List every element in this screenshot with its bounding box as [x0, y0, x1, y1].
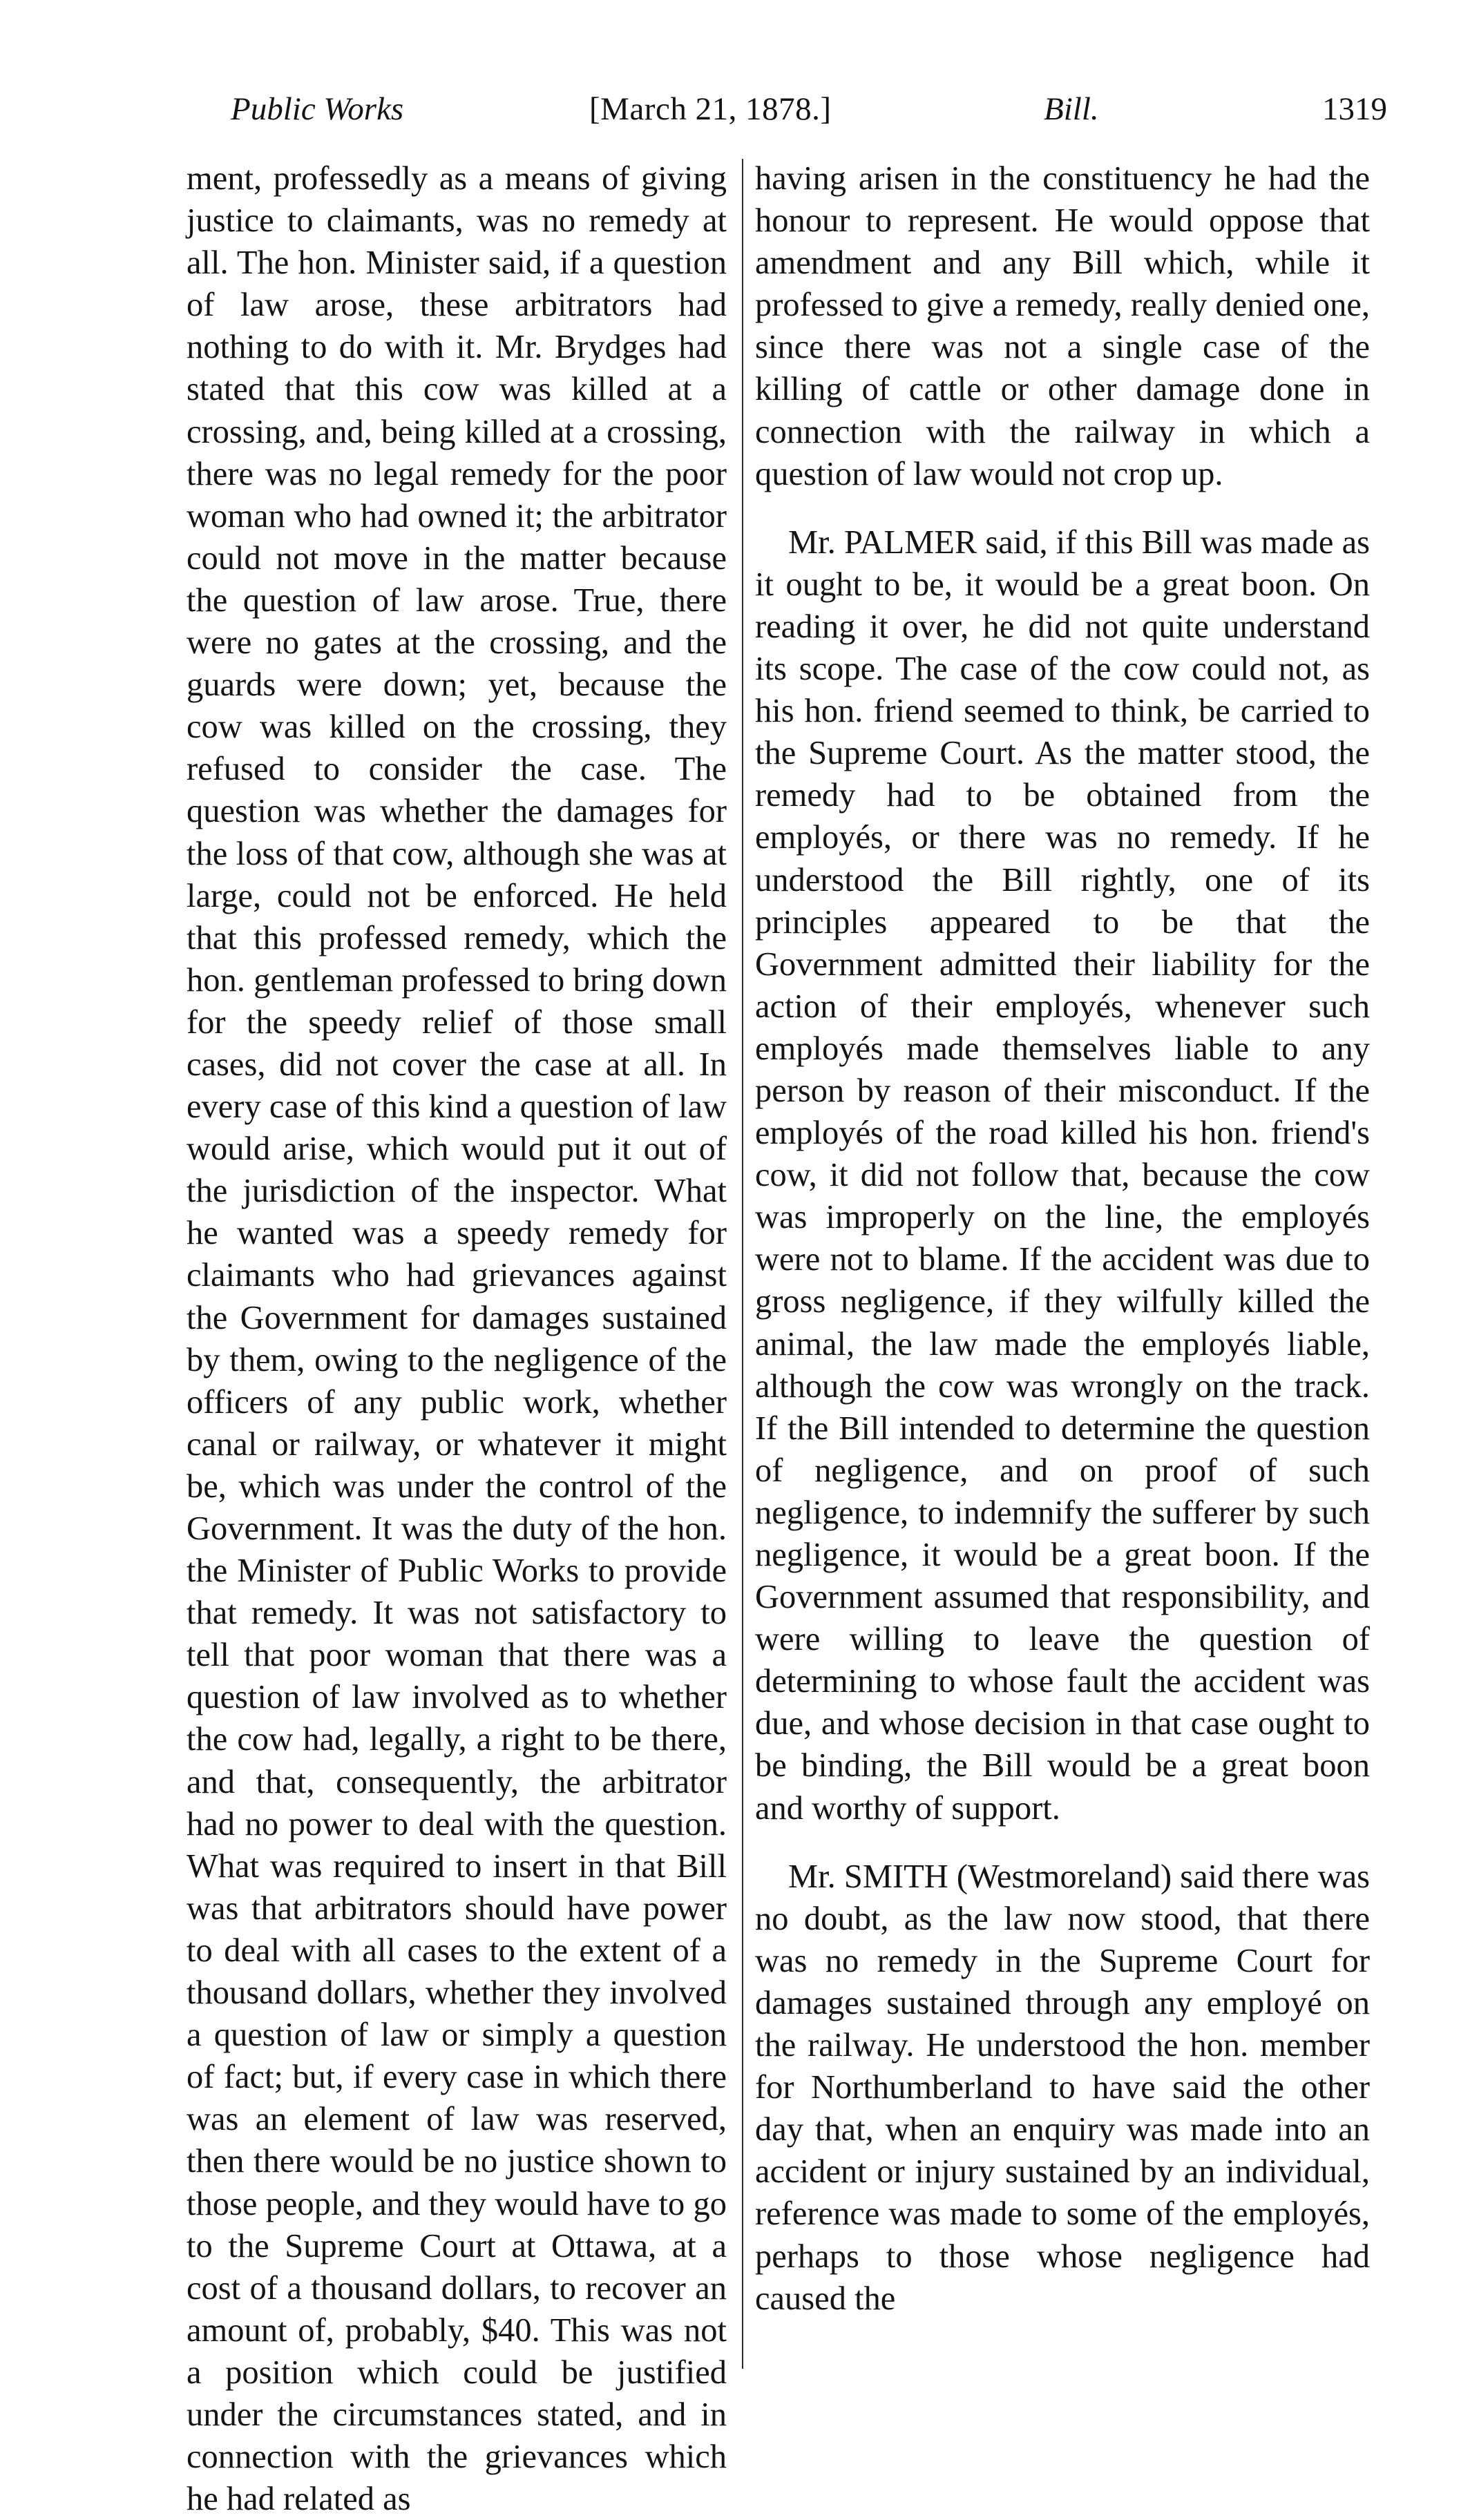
right-paragraph-2: Mr. PALMER said, if this Bill was made as it ought to be, it would be a great boon. On reading it over, he did not quite understand its scope. The case of the cow could not, as his hon. friend seemed to think, be carried to the Supreme Court. As the matter stood, the remedy had to be obtained from the employés, or there was no remedy. If he understood the Bill rightly, one of its principles appeared to be that the Government admitted their liability for the action of their employés, whenever such employés made themselves liable to any person by reason of their misconduct. If the employés of the road killed his hon. friend's cow, it did not follow that, because the cow was improperly on the line, the employés were not to blame. If the accident was due to gross negligence, if they wilfully killed the animal, the law made the employés liable, although the cow was wrongly on the track. If the Bill intended to determine the question of negligence, and on proof of such negligence, to indemnify the sufferer by such negligence, it would be a great boon. If the Government assumed that responsibility, and were willing to leave the question of determining to whose fault the accident was due, and whose decision in that case ought to be binding, the Bill would be a great boon and worthy of support. [755, 523, 1370, 1827]
column-divider [742, 159, 743, 2369]
running-header [187, 81, 1402, 137]
left-column [187, 157, 727, 2520]
header-date: [March 21, 1878.] [589, 91, 832, 127]
left-paragraph-1: ment, professedly as a means of giving justice to claimants, was no remedy at all. The hon. Minister said, if a question of law arose, these arbitrators had nothing to do with it. Mr. Brydges had stated that this cow was killed at a crossing, and, being killed at a crossing, there was no legal remedy for the poor woman who had owned it; the arbitrator could not move in the matter because the question of law arose. True, there were no gates at the crossing, and the guards were down; yet, because the cow was killed on the crossing, they refused to consider the case. The question was whether the damages for the loss of that cow, although she was at large, could not be enforced. He held that this professed remedy, which the hon. gentleman professed to bring down for the speedy relief of those small cases, did not cover the case at all. In every case of this kind a question of law would arise, which would put it out of the jurisdiction of the inspector. What he wanted was a speedy remedy for claimants who had grievances against the Government for damages sustained by them, owing to the negligence of the officers of any public work, whether canal or railway, or whatever it might be, which was under the control of the Government. It was the duty of the hon. the Minister of Public Works to provide that remedy. It was not satisfactory to tell that poor woman that there was a question of law involved as to whether the cow had, legally, a right to be there, and that, consequently, the arbitrator had no power to deal with the question. What was required to insert in that Bill was that arbitrators should have power to deal with all cases to the extent of a thousand dollars, whether they involved a question of law or simply a question of fact; but, if every case in which there was an element of law was reserved, then there would be no justice shown to those people, and they would have to go to the Supreme Court at Ottawa, at a cost of a thousand dollars, to recover an amount of, probably, $40. This was not a position which could be justified under the circumstances stated, and in connection with the grievances which he had related as [187, 160, 727, 2518]
header-subject: Bill. [1044, 91, 1099, 127]
right-paragraph-3: Mr. SMITH (Westmoreland) said there was no doubt, as the law now stood, that there was no remedy in the Supreme Court for damages sustained through any employé on the railway. He understood the hon. member for Northumberland to have said the other day that, when an enquiry was made into an accident or injury sustained by an individual, reference was made to some of the employés, perhaps to those whose negligence had caused the [755, 1858, 1370, 2317]
header-section-title: Public Works [231, 91, 404, 127]
right-column [755, 157, 1370, 2320]
right-paragraph-1: having arisen in the constituency he had the honour to represent. He would oppose that amendment and any Bill which, while it professed to give a remedy, really denied one, since there was not a single case of the killing of cattle or other damage done in connection with the railway in which a question of law would not crop up. [755, 160, 1370, 492]
page-number: 1319 [1322, 91, 1387, 127]
